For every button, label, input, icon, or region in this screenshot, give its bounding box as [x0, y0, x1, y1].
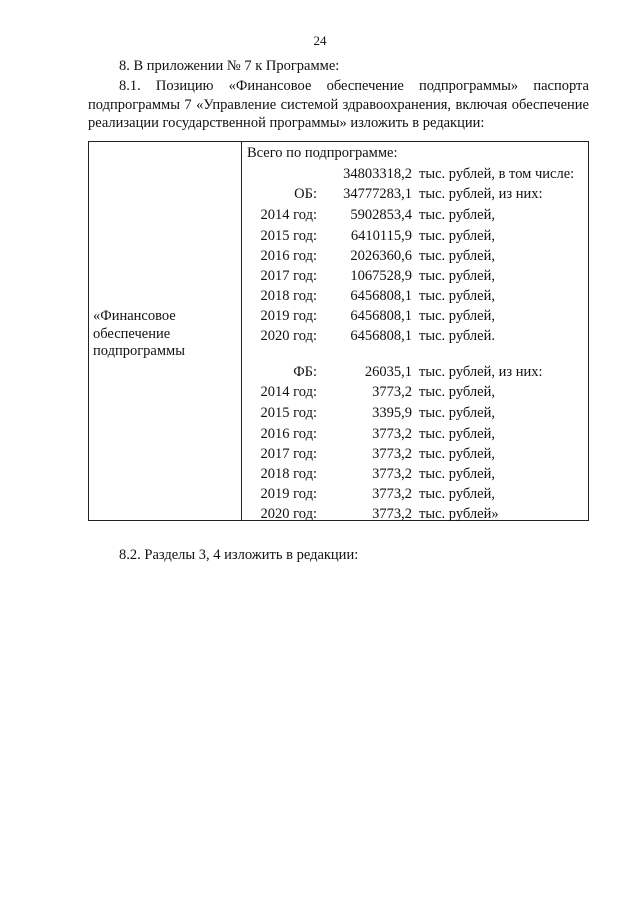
row-unit: тыс. рублей,	[419, 486, 495, 502]
table-row	[89, 326, 588, 346]
row-amount: 34803318,2	[343, 166, 412, 182]
row-label: 2018 год:	[260, 288, 317, 304]
table-row	[89, 286, 588, 306]
row-unit: тыс. рублей,	[419, 288, 495, 304]
row-amount: 6410115,9	[350, 228, 412, 244]
row-unit: тыс. рублей,	[419, 308, 495, 324]
row-unit: тыс. рублей,	[419, 466, 495, 482]
row-unit: тыс. рублей,	[419, 384, 495, 400]
row-label: 2017 год:	[260, 446, 317, 462]
table-row-fb	[89, 362, 588, 382]
row-label: 2019 год:	[260, 486, 317, 502]
row-unit: тыс. рублей,	[419, 405, 495, 421]
row-amount: 3773,2	[372, 384, 412, 400]
row-unit: тыс. рублей, из них:	[419, 186, 543, 202]
row-label: 2017 год:	[260, 268, 317, 284]
row-unit: тыс. рублей,	[419, 248, 495, 264]
table-row	[89, 403, 588, 423]
position-label-line: «Финансовое	[93, 308, 176, 324]
section-body: 8.1. Позицию «Финансовое обеспечение подпрограммы» паспорта подпрограммы 7 «Управление системой здравоохранения, включая обеспечение реализации государственной программы» изложить в редакции:	[88, 78, 589, 131]
table-row	[89, 246, 588, 266]
table-row	[89, 484, 588, 504]
row-amount: 1067528,9	[350, 268, 412, 284]
row-unit: тыс. рублей,	[419, 446, 495, 462]
table-row	[89, 306, 588, 326]
table-row-total	[89, 164, 588, 184]
row-label: ФБ:	[293, 364, 317, 380]
page-number: 24	[313, 33, 327, 48]
row-unit: тыс. рублей.	[419, 328, 495, 344]
row-unit: тыс. рублей,	[419, 228, 495, 244]
table-row	[89, 504, 588, 524]
table-row	[89, 424, 588, 444]
row-amount: 6456808,1	[350, 328, 412, 344]
row-unit: тыс. рублей,	[419, 207, 495, 223]
row-label: 2016 год:	[260, 426, 317, 442]
position-label-line: подпрограммы	[93, 343, 185, 359]
row-amount: 5902853,4	[350, 207, 412, 223]
row-unit: тыс. рублей,	[419, 268, 495, 284]
row-unit: тыс. рублей»	[419, 506, 499, 522]
row-amount: 3773,2	[372, 426, 412, 442]
row-label: ОБ:	[294, 186, 317, 202]
row-label: 2014 год:	[260, 207, 317, 223]
row-label: 2015 год:	[260, 228, 317, 244]
position-label-line: обеспечение	[93, 325, 171, 342]
table-row	[89, 382, 588, 402]
row-amount: 2026360,6	[350, 248, 412, 264]
row-label: 2015 год:	[260, 405, 317, 421]
row-label: 2014 год:	[260, 384, 317, 400]
row-amount: 3773,2	[372, 486, 412, 502]
row-amount: 3773,2	[372, 506, 412, 522]
row-amount: 3773,2	[372, 466, 412, 482]
row-label: 2019 год:	[260, 308, 317, 324]
row-unit: тыс. рублей, из них:	[419, 364, 543, 380]
table-row	[89, 226, 588, 246]
row-amount: 3395,9	[372, 405, 412, 421]
section-heading: 8. В приложении № 7 к Программе:	[119, 58, 340, 74]
row-amount: 3773,2	[372, 446, 412, 462]
row-amount: 34777283,1	[343, 186, 412, 202]
table-row	[89, 444, 588, 464]
row-unit: тыс. рублей,	[419, 426, 495, 442]
table-row	[89, 464, 588, 484]
next-paragraph: 8.2. Разделы 3, 4 изложить в редакции:	[119, 547, 359, 563]
row-label: 2018 год:	[260, 466, 317, 482]
total-label: Всего по подпрограмме:	[247, 145, 398, 161]
table-row	[89, 205, 588, 225]
table-row-ob	[89, 184, 588, 204]
row-unit: тыс. рублей, в том числе:	[419, 166, 575, 182]
row-label: 2020 год:	[260, 328, 317, 344]
row-amount: 6456808,1	[350, 288, 412, 304]
table-row	[89, 266, 588, 286]
row-amount: 6456808,1	[350, 308, 412, 324]
row-label: 2016 год:	[260, 248, 317, 264]
row-amount: 26035,1	[364, 364, 412, 380]
financing-table	[88, 141, 589, 521]
row-label: 2020 год:	[260, 506, 317, 522]
